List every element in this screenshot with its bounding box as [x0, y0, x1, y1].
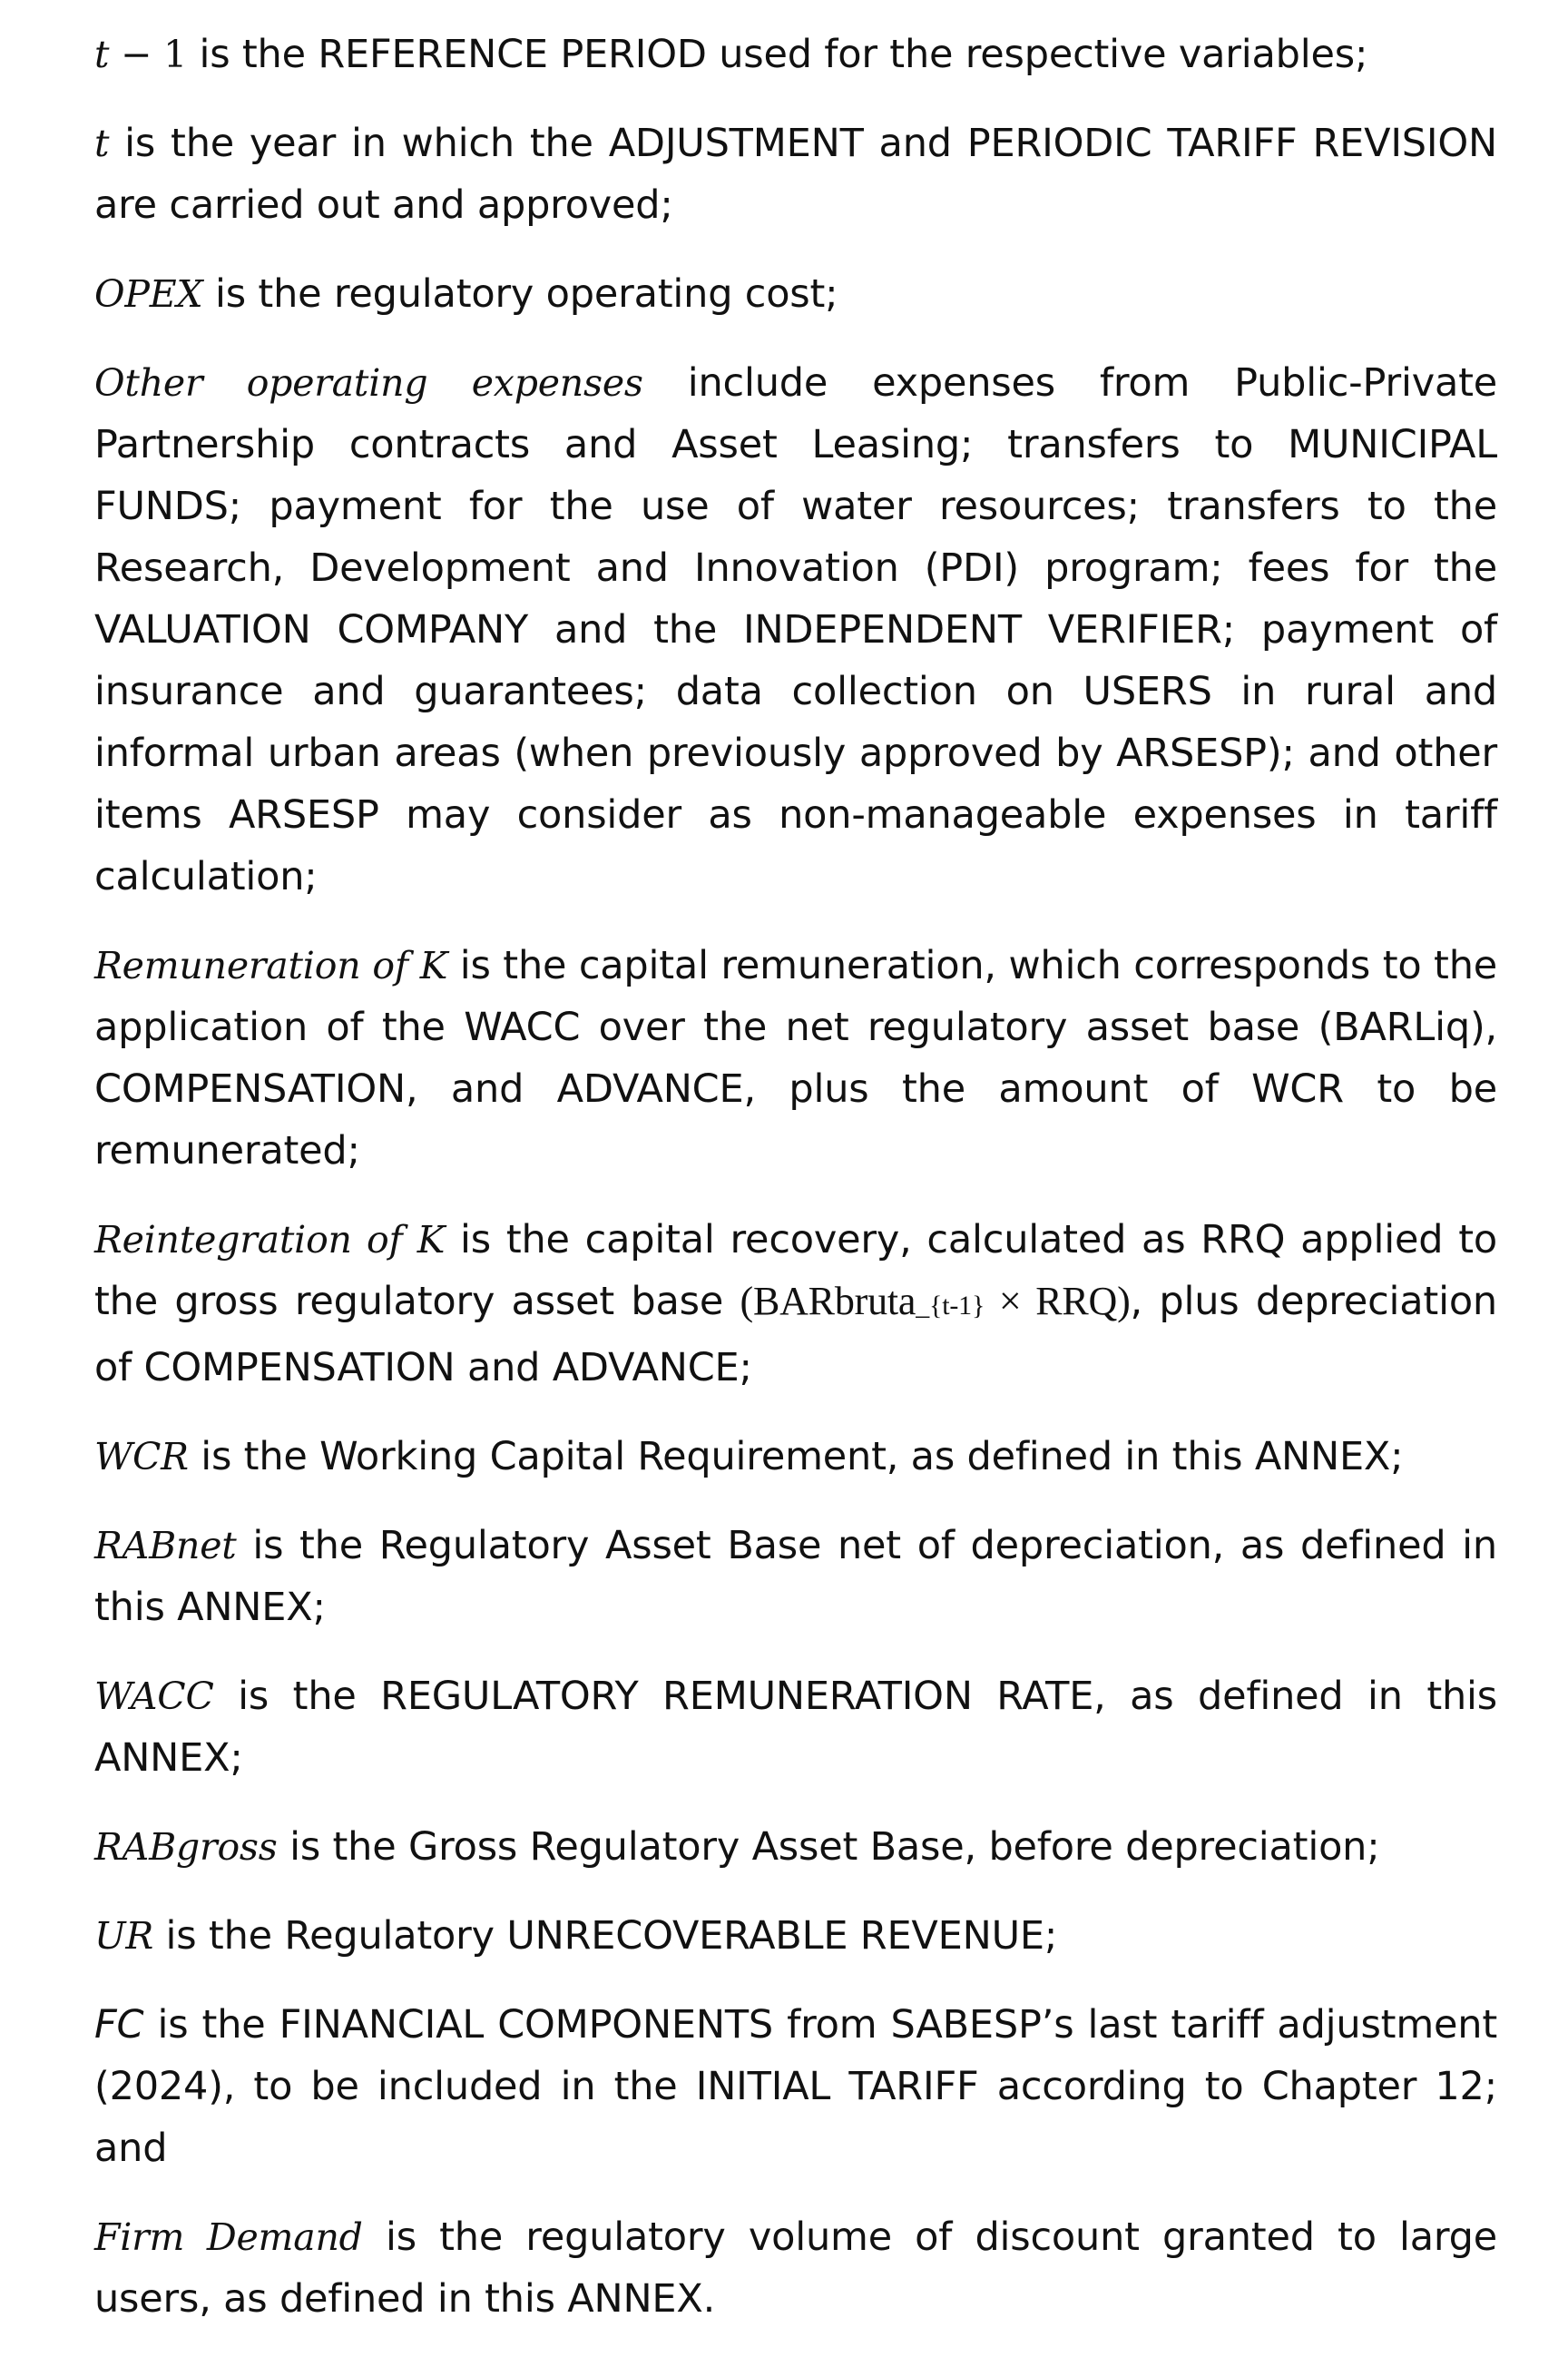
definition-fc	[94, 1994, 1497, 2179]
term-wcr: WCR	[94, 1435, 189, 1478]
definition-text: is the year in which the ADJUSTMENT and PERIODIC TARIFF REVISION are carried out and approved;	[94, 121, 1497, 228]
definition-text: is the regulatory operating cost;	[202, 271, 838, 317]
term-other-operating-expenses: Other operating expenses	[94, 361, 643, 405]
document-page	[94, 24, 1497, 2357]
definition-rabgross	[94, 1816, 1497, 1878]
definition-text: is the regulatory volume of discount granted to large users, as defined in this ANNEX.	[94, 2215, 1497, 2322]
term-ur: UR	[94, 1914, 154, 1958]
definition-text: , plus depreciation of COMPENSATION and ADVANCE;	[94, 1279, 1497, 1390]
term-rabnet: RABnet	[94, 1524, 237, 1567]
definition-remuneration-of-k	[94, 935, 1497, 1182]
term-reintegration-of-k: Reintegration of K	[94, 1218, 446, 1262]
definition-reintegration-of-k	[94, 1209, 1497, 1399]
term-t-minus-1: t − 1	[94, 33, 187, 76]
term-fc: FC	[94, 2002, 144, 2048]
definition-t	[94, 113, 1497, 236]
term-wacc: WACC	[94, 1674, 214, 1718]
term-opex: OPEX	[94, 272, 203, 316]
definition-text: is the REGULATORY REMUNERATION RATE, as defined in this ANNEX;	[94, 1674, 1497, 1781]
term-firm-demand: Firm Demand	[94, 2215, 363, 2259]
definition-text: is the Regulatory Asset Base net of depreciation, as defined in this ANNEX;	[94, 1523, 1497, 1630]
formula-barbruta-rrq: (BARbruta_{t-1} × RRQ)	[740, 1279, 1131, 1323]
definition-rabnet	[94, 1515, 1497, 1638]
definition-text: include expenses from Public-Private Partnership contracts and Asset Leasing; transfers to MUNICIPAL FUNDS; payment for the use of water resources; transfers to the Research, Development and Innovation (PDI) program; fees for the VALUATION COMPANY and the INDEPENDENT VERIFIER; payment of insurance and guarantees; data collection on USERS in rural and informal urban areas (when previously approved by ARSESP); and other items ARSESP may consider as non-manageable expenses in tariff calculation;	[94, 360, 1498, 899]
definition-firm-demand	[94, 2206, 1497, 2330]
definition-text: is the Gross Regulatory Asset Base, before depreciation;	[277, 1824, 1380, 1870]
definition-other-operating-expenses	[94, 352, 1497, 908]
definition-text: is the capital remuneration, which corresponds to the application of the WACC over the net regulatory asset base (BARLiq), COMPENSATION, and ADVANCE, plus the amount of WCR to be remunerated;	[94, 943, 1497, 1174]
term-t: t	[94, 122, 110, 165]
definition-ur	[94, 1905, 1497, 1967]
definition-text: is the REFERENCE PERIOD used for the respective variables;	[187, 32, 1368, 77]
definition-text: is the Regulatory UNRECOVERABLE REVENUE;	[153, 1913, 1058, 1959]
definition-text: is the Working Capital Requirement, as defined in this ANNEX;	[188, 1434, 1404, 1479]
definition-wcr	[94, 1426, 1497, 1488]
definition-text: is the FINANCIAL COMPONENTS from SABESP’s last tariff adjustment (2024), to be included in the INITIAL TARIFF according to Chapter 12; and	[94, 2002, 1497, 2171]
definition-wacc	[94, 1665, 1497, 1789]
definition-t-minus-1	[94, 24, 1497, 85]
definition-text: is the capital recovery, calculated as RRQ applied to the gross regulatory asset base	[94, 1217, 1497, 1324]
term-remuneration-of-k: Remuneration of K	[94, 944, 448, 987]
definition-opex	[94, 263, 1497, 325]
term-rabgross: RABgross	[94, 1825, 278, 1869]
